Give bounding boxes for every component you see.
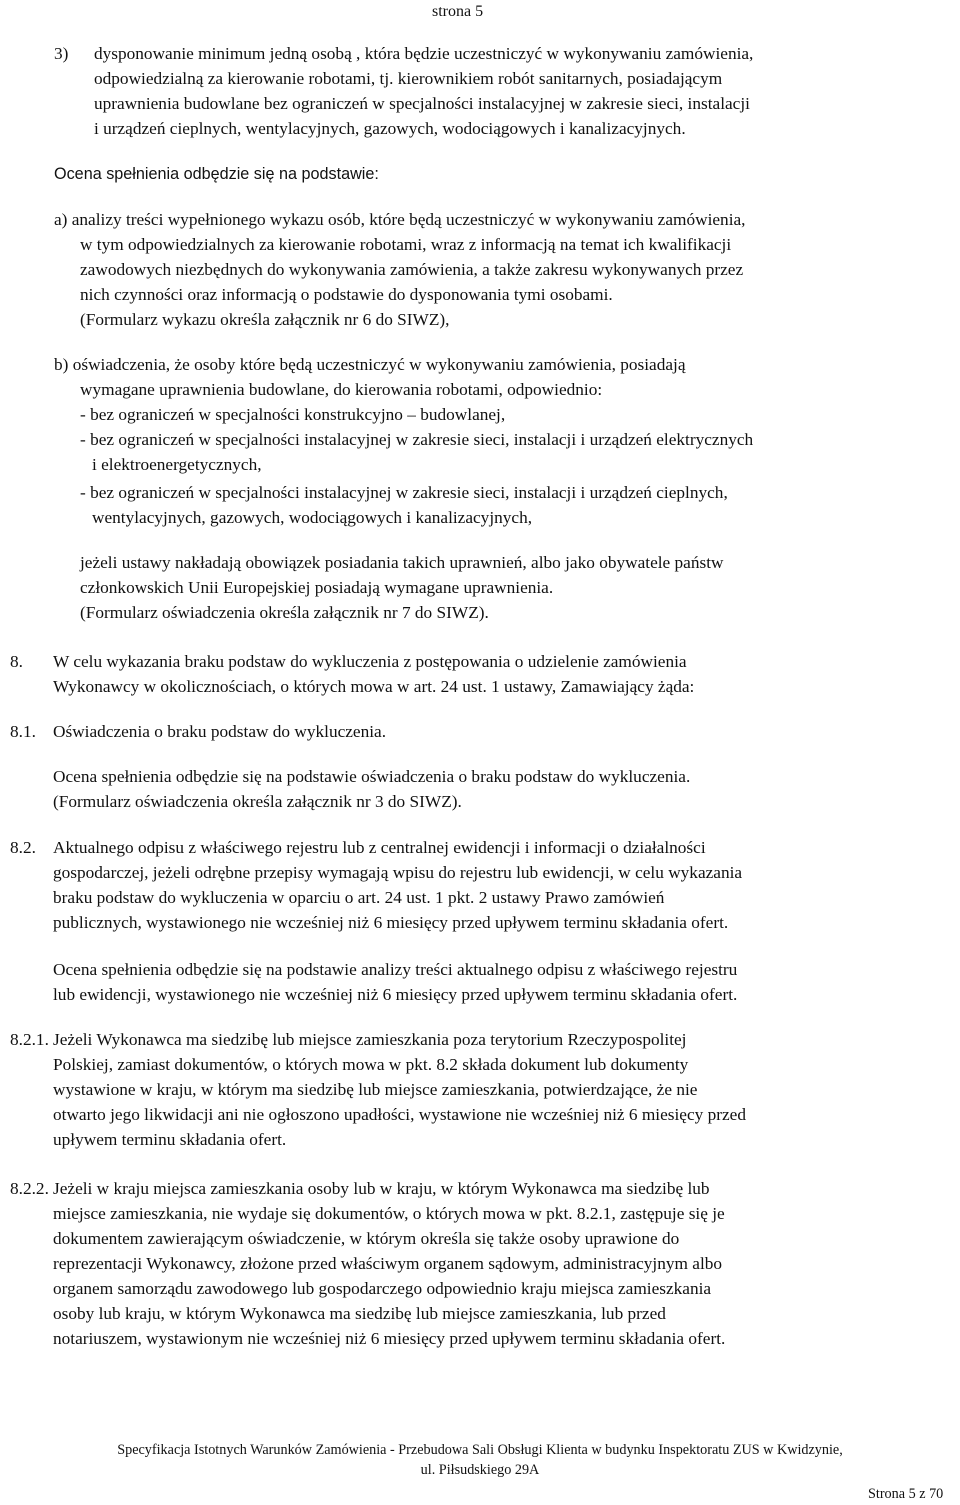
section-8-2-1-line-5: upływem terminu składania ofert. <box>53 1130 287 1149</box>
section-8-2-1-line-4: otwarto jego likwidacji ani nie ogłoszono upadłości, wystawione nie wcześniej niż 6 miesięcy przed <box>53 1105 746 1124</box>
section-8-2-2-line-4: reprezentacji Wykonawcy, złożone przed właściwym organem sądowym, administracyjnym albo <box>53 1254 723 1273</box>
item-b-line-3: - bez ograniczeń w specjalności konstrukcyjno – budowlanej, <box>80 405 506 424</box>
item-b-line-7: wentylacyjnych, gazowych, wodociągowych i kanalizacyjnych, <box>92 508 533 527</box>
item-a-line-5: (Formularz wykazu określa załącznik nr 6 do SIWZ), <box>80 310 450 329</box>
section-8-1-title: Oświadczenia o braku podstaw do wykluczenia. <box>53 722 387 741</box>
item-b-tail-3: (Formularz oświadczenia określa załącznik nr 7 do SIWZ). <box>80 603 489 622</box>
item-a-line-3: zawodowych niezbędnych do wykonywania zamówienia, a także zakresu wykonywanych przez <box>80 260 744 279</box>
section-8-1-line-1: Ocena spełnienia odbędzie się na podstawie oświadczenia o braku podstaw do wykluczenia. <box>53 767 691 786</box>
item-3-line-4: i urządzeń cieplnych, wentylacyjnych, gazowych, wodociągowych i kanalizacyjnych. <box>94 119 686 138</box>
item-b-line-6: - bez ograniczeń w specjalności instalacyjnej w zakresie sieci, instalacji i urządzeń cieplnych, <box>80 483 728 502</box>
item-a-line-1: a) analizy treści wypełnionego wykazu osób, które będą uczestniczyć w wykonywaniu zamówienia, <box>54 210 746 229</box>
section-8-2-line-2: gospodarczej, jeżeli odrębne przepisy wymagają wpisu do rejestru lub ewidencji, w celu wykazania <box>53 863 743 882</box>
footer-address: ul. Piłsudskiego 29A <box>420 1462 540 1478</box>
section-8-line-2: Wykonawcy w okolicznościach, o których mowa w art. 24 ust. 1 ustawy, Zamawiający żąda: <box>53 677 695 696</box>
section-8-2-2-number: 8.2.2. <box>10 1179 49 1198</box>
section-8-2-1-line-3: wystawione w kraju, w którym ma siedzibę lub miejsce zamieszkania, potwierdzające, że nie <box>53 1080 698 1099</box>
item-a-line-4: nich czynności oraz informacją o podstawie do dysponowania tymi osobami. <box>80 285 613 304</box>
section-8-2-line-3: braku podstaw do wykluczenia w oparciu o art. 24 ust. 1 pkt. 2 ustawy Prawo zamówień <box>53 888 665 907</box>
item-b-line-2: wymagane uprawnienia budowlane, do kierowania robotami, odpowiednio: <box>80 380 603 399</box>
section-8-1-number: 8.1. <box>10 722 36 741</box>
section-8-2-2-line-1: Jeżeli w kraju miejsca zamieszkania osoby lub w kraju, w którym Wykonawca ma siedzibę lub <box>53 1179 710 1198</box>
section-8-2-2-line-5: organem samorządu zawodowego lub gospodarczego odpowiednio kraju miejsca zamieszkania <box>53 1279 712 1298</box>
section-8-2-assessment-1: Ocena spełnienia odbędzie się na podstawie analizy treści aktualnego odpisu z właściwego rejestru <box>53 960 738 979</box>
item-b-tail-1: jeżeli ustawy nakładają obowiązek posiadania takich uprawnień, albo jako obywatele państw <box>80 553 724 572</box>
section-8-2-1-line-1: Jeżeli Wykonawca ma siedzibę lub miejsce zamieszkania poza terytorium Rzeczypospolitej <box>53 1030 687 1049</box>
item-b-line-1: b) oświadczenia, że osoby które będą uczestniczyć w wykonywaniu zamówienia, posiadają <box>54 355 686 374</box>
section-8-number: 8. <box>10 652 23 671</box>
item-b-line-5: i elektroenergetycznych, <box>92 455 262 474</box>
section-8-2-2-line-2: miejsce zamieszkania, nie wydaje się dokumentów, o których mowa w pkt. 8.2.1, zastępuje się je <box>53 1204 725 1223</box>
section-8-2-2-line-7: notariuszem, wystawionym nie wcześniej niż 6 miesięcy przed upływem terminu składania ofert. <box>53 1329 726 1348</box>
section-8-2-line-4: publicznych, wystawionego nie wcześniej niż 6 miesięcy przed upływem terminu składania ofert. <box>53 913 729 932</box>
section-8-2-2-line-3: dokumentem zawierającym oświadczenie, w którym określa się także osoby uprawione do <box>53 1229 680 1248</box>
item-b-line-4: - bez ograniczeń w specjalności instalacyjnej w zakresie sieci, instalacji i urządzeń elektrycznych <box>80 430 754 449</box>
section-8-2-1-number: 8.2.1. <box>10 1030 49 1049</box>
footer-title: Specyfikacja Istotnych Warunków Zamówienia - Przebudowa Sali Obsługi Klienta w budynku Inspektoratu ZUS w Kwidzynie, <box>117 1442 843 1458</box>
item-3-number: 3) <box>54 44 69 63</box>
item-3-line-2: odpowiedzialną za kierowanie robotami, tj. kierownikiem robót sanitarnych, posiadającym <box>94 69 723 88</box>
page-header-label: strona 5 <box>432 3 484 20</box>
section-8-2-2-line-6: osoby lub kraju, w którym Wykonawca ma siedzibę lub miejsce zamieszkania, lub przed <box>53 1304 666 1323</box>
section-8-line-1: W celu wykazania braku podstaw do wykluczenia z postępowania o udzielenie zamówienia <box>53 652 687 671</box>
item-b-tail-2: członkowskich Unii Europejskiej posiadają wymagane uprawnienia. <box>80 578 554 597</box>
section-8-1-line-2: (Formularz oświadczenia określa załącznik nr 3 do SIWZ). <box>53 792 462 811</box>
section-8-2-number: 8.2. <box>10 838 36 857</box>
item-3-line-1: dysponowanie minimum jedną osobą , która będzie uczestniczyć w wykonywaniu zamówienia, <box>94 44 754 63</box>
assessment-intro: Ocena spełnienia odbędzie się na podstawie: <box>54 165 379 183</box>
section-8-2-assessment-2: lub ewidencji, wystawionego nie wcześniej niż 6 miesięcy przed upływem terminu składania ofert. <box>53 985 738 1004</box>
section-8-2-line-1: Aktualnego odpisu z właściwego rejestru lub z centralnej ewidencji i informacji o działalności <box>53 838 706 857</box>
section-8-2-1-line-2: Polskiej, zamiast dokumentów, o których mowa w pkt. 8.2 składa dokument lub dokumenty <box>53 1055 689 1074</box>
item-a-line-2: w tym odpowiedzialnych za kierowanie robotami, wraz z informacją na temat ich kwalifikacji <box>80 235 732 254</box>
item-3-line-3: uprawnienia budowlane bez ograniczeń w specjalności instalacyjnej w zakresie sieci, instalacji <box>94 94 750 113</box>
footer-page-number: Strona 5 z 70 <box>868 1486 944 1502</box>
